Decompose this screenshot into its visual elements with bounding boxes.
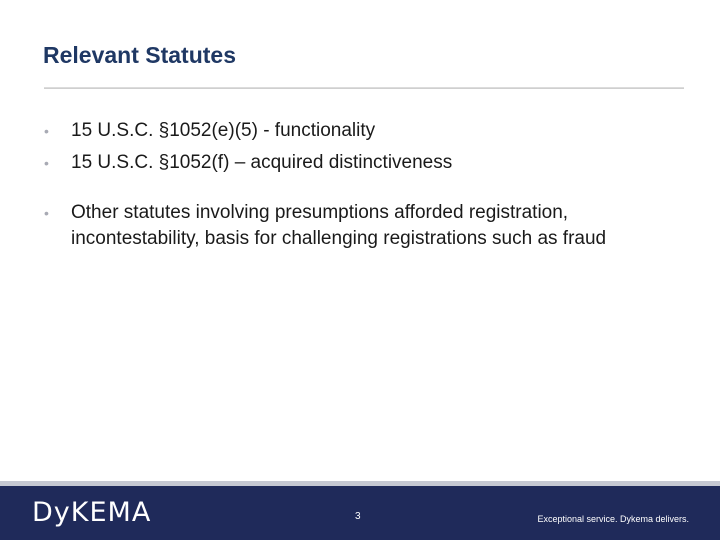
bullet-text: Other statutes involving presumptions afforded registration, incontestability, basis for challenging registrations such as fraud: [71, 202, 607, 249]
bullet-item: [44, 150, 684, 176]
bullet-list: [44, 118, 684, 258]
page-number: 3: [355, 511, 361, 522]
bullet-text: 15 U.S.C. §1052(f) – acquired distinctiveness: [71, 152, 453, 173]
bullet-icon: •: [44, 123, 49, 139]
bullet-icon: •: [44, 205, 49, 221]
bullet-text: 15 U.S.C. §1052(e)(5) - functionality: [71, 120, 376, 141]
slide-title: Relevant Statutes: [43, 42, 237, 68]
title-divider: [44, 87, 684, 89]
footer-bar: [0, 481, 720, 540]
dykema-logo: DyKEMA: [32, 497, 152, 528]
footer-divider: [0, 481, 720, 486]
footer-tagline: Exceptional service. Dykema delivers.: [537, 514, 689, 524]
bullet-icon: •: [44, 155, 49, 171]
bullet-item: [44, 200, 684, 252]
bullet-item: [44, 118, 684, 144]
